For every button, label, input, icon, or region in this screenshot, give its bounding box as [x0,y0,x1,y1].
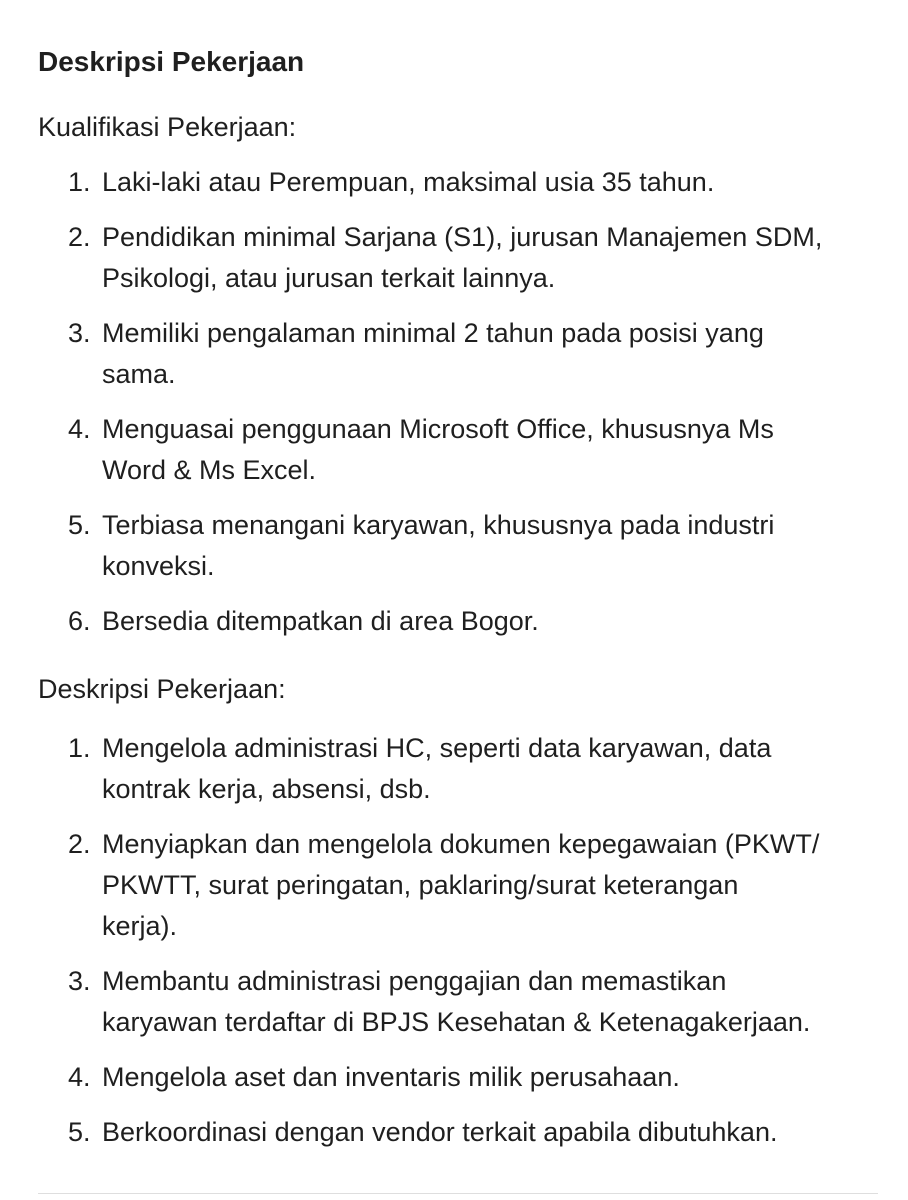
qualification-item [38,601,878,642]
page-title: Deskripsi Pekerjaan [38,46,305,77]
description-item [38,1057,878,1098]
list-number: 6. [68,606,91,636]
description-item [38,728,878,810]
list-item-text: Mengelola administrasi HC, seperti data karyawan, data kontrak kerja, absensi, dsb. [102,733,772,804]
list-number: 5. [68,510,91,540]
list-item-text: Memiliki pengalaman minimal 2 tahun pada posisi yang sama. [102,318,764,389]
list-item-text: Pendidikan minimal Sarjana (S1), jurusan Manajemen SDM, Psikologi, atau jurusan terkait lainnya. [102,222,823,293]
qualification-item [38,217,878,299]
list-item-text: Mengelola aset dan inventaris milik perusahaan. [102,1062,680,1092]
description-heading: Deskripsi Pekerjaan: [38,674,286,704]
list-number: 3. [68,966,91,996]
qualification-item [38,409,878,491]
qualification-item [38,505,878,587]
description-item [38,1112,878,1153]
list-item-text: Menyiapkan dan mengelola dokumen kepegawaian (PKWT/ PKWTT, surat peringatan, paklaring/surat keterangan kerja). [102,829,820,941]
list-number: 3. [68,318,91,348]
list-item-text: Bersedia ditempatkan di area Bogor. [102,606,539,636]
list-number: 1. [68,733,91,763]
list-number: 4. [68,414,91,444]
list-item-text: Terbiasa menangani karyawan, khususnya pada industri konveksi. [102,510,775,581]
qualification-item [38,162,878,203]
description-list [38,728,878,1153]
list-item-text: Membantu administrasi penggajian dan memastikan karyawan terdaftar di BPJS Kesehatan & Ketenagakerjaan. [102,966,811,1037]
qualifications-list [38,162,878,642]
description-item [38,961,878,1043]
qualifications-heading: Kualifikasi Pekerjaan: [38,112,297,142]
list-number: 4. [68,1062,91,1092]
list-item-text: Laki-laki atau Perempuan, maksimal usia 35 tahun. [102,167,715,197]
section-divider [38,1193,878,1194]
list-number: 1. [68,167,91,197]
list-number: 5. [68,1117,91,1147]
list-item-text: Berkoordinasi dengan vendor terkait apabila dibutuhkan. [102,1117,778,1147]
list-item-text: Menguasai penggunaan Microsoft Office, khususnya Ms Word & Ms Excel. [102,414,774,485]
list-number: 2. [68,829,91,859]
list-number: 2. [68,222,91,252]
qualification-item [38,313,878,395]
description-item [38,824,878,947]
